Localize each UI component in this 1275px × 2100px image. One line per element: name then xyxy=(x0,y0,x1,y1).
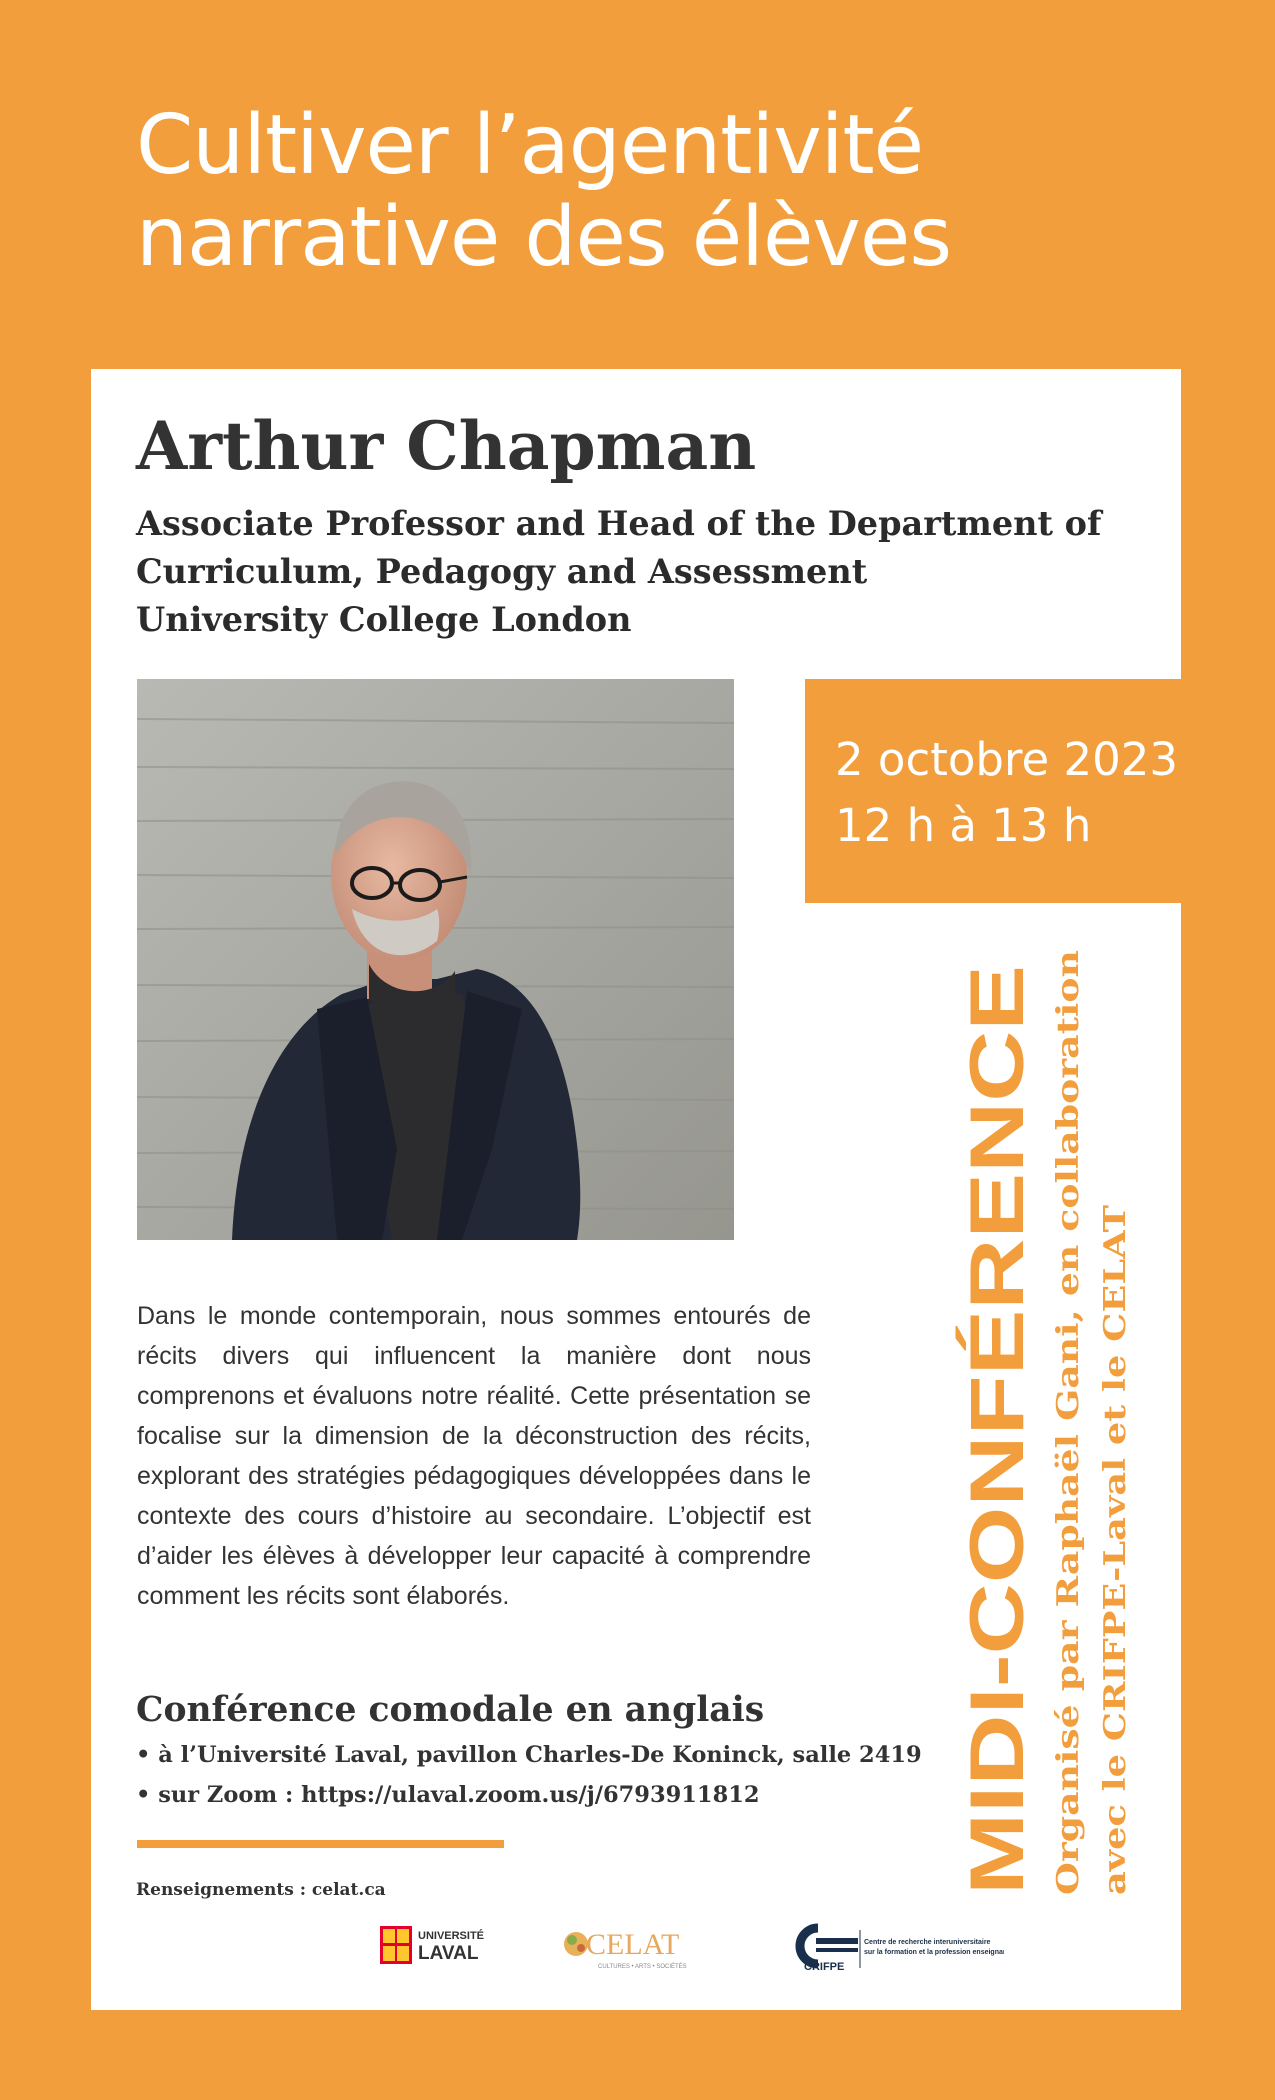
divider-bar xyxy=(137,1840,504,1848)
crifpe-logo xyxy=(794,1922,1004,1974)
contact-info[interactable]: Renseignements : celat.ca xyxy=(136,1880,386,1900)
event-date: 2 octobre 2023 xyxy=(835,733,1178,786)
organizer-line-1: Organisé par Raphaël Gani, en collaboration xyxy=(1051,1143,1086,1895)
title-line-1: Cultiver l’agentivité xyxy=(136,98,924,193)
celat-logo-tagline: CULTURES • ARTS • SOCIÉTÉS xyxy=(598,1964,687,1970)
universite-laval-logo xyxy=(380,1922,490,1972)
comodal-heading: Conférence comodale en anglais xyxy=(136,1690,765,1730)
location-item: • à l’Université Laval, pavillon Charles-De Koninck, salle 2419 xyxy=(136,1742,922,1768)
crifpe-logo-name: CRIFPE xyxy=(804,1961,845,1973)
event-type-label: MIDI-CONFÉRENCE xyxy=(955,1177,1040,1895)
affiliation-line: Curriculum, Pedagogy and Assessment xyxy=(136,552,868,591)
speaker-photo xyxy=(137,679,734,1240)
event-time: 12 h à 13 h xyxy=(835,799,1092,852)
affiliation-line: University College London xyxy=(136,600,632,639)
celat-emblem-icon xyxy=(564,1932,588,1956)
location-list xyxy=(136,1735,922,1815)
celat-logo-name: CELAT xyxy=(586,1928,680,1961)
crifpe-logo-line2: sur la formation et la profession enseignante xyxy=(864,1949,1004,1956)
crifpe-logo-line1: Centre de recherche interuniversitaire xyxy=(864,1939,991,1946)
organizer-line-2: avec le CRIFPE-Laval et le CELAT xyxy=(1098,1331,1133,1895)
speaker-affiliation xyxy=(136,500,1156,644)
crifpe-emblem-icon xyxy=(800,1928,818,1964)
celat-logo xyxy=(558,1922,708,1974)
laval-logo-line1: UNIVERSITÉ xyxy=(418,1930,485,1942)
vertical-labels xyxy=(930,950,1150,1900)
poster-title xyxy=(136,100,1186,284)
event-datetime xyxy=(835,727,1178,859)
speaker-name: Arthur Chapman xyxy=(136,407,757,485)
affiliation-line: Associate Professor and Head of the Department of xyxy=(136,504,1102,543)
title-line-2: narrative des élèves xyxy=(136,190,952,285)
zoom-link[interactable]: • sur Zoom : https://ulaval.zoom.us/j/6793911812 xyxy=(136,1782,760,1808)
event-description: Dans le monde contemporain, nous sommes entourés de récits divers qui influencent la manière dont nous comprenons et évaluons notre réalité. Cette présentation se focalise sur la dimension de la déconstruction des récits, explorant des stratégies pédagogiques développées dans le contexte des cours d’histoire au secondaire. L’objectif est d’aider les élèves à développer leur capacité à comprendre comment les récits sont élaborés. xyxy=(137,1302,811,1610)
laval-logo-line2: LAVAL xyxy=(418,1943,479,1964)
